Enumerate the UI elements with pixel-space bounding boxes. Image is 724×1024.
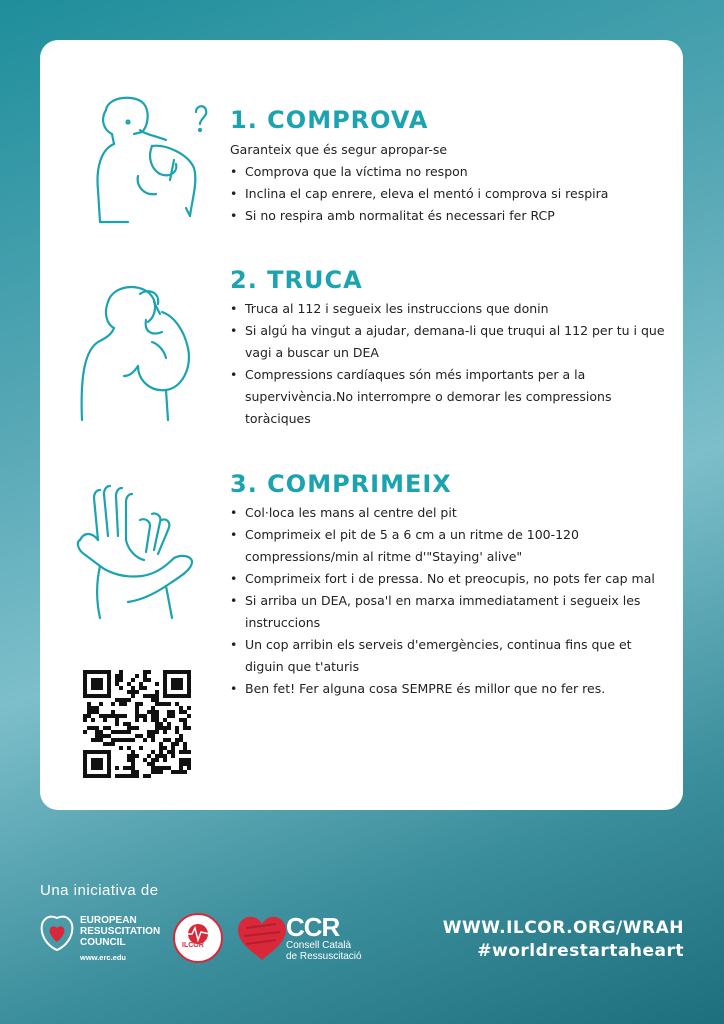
person-checking-victim-icon [78, 90, 208, 230]
hands-compression-icon [70, 480, 200, 620]
erc-url[interactable]: www.erc.edu [80, 953, 126, 962]
step-title: 2. TRUCA [230, 266, 363, 294]
ccr-abbr: CCR [286, 912, 340, 942]
step-title: 1. COMPROVA [230, 106, 429, 134]
step-bullets [230, 298, 670, 430]
erc-name [80, 915, 160, 948]
initiative-label: Una iniciativa de [40, 882, 159, 899]
erc-logo-icon[interactable] [38, 912, 76, 952]
list-item: • Truca al 112 i segueix les instruccions que donin [230, 298, 670, 320]
list-item: • Ben fet! Fer alguna cosa SEMPRE és millor que no fer res. [230, 678, 670, 700]
list-item: • Un cop arribin els serveis d'emergències, continua fins que et diguin que t'aturis [230, 634, 670, 678]
ccr-name-line: Consell Català [286, 940, 352, 951]
list-item: • Comprova que la víctima no respon [230, 161, 670, 183]
step-title: 3. COMPRIMEIX [230, 470, 452, 498]
ilcor-logo-icon[interactable] [172, 912, 224, 964]
person-calling-phone-icon [78, 272, 208, 422]
list-item: • Si arriba un DEA, posa'l en marxa immediatament i segueix les instruccions [230, 590, 670, 634]
ccr-name-line: de Ressuscitació [286, 951, 362, 962]
erc-name-line: EUROPEAN [80, 915, 137, 926]
list-item: • Col·loca les mans al centre del pit [230, 502, 670, 524]
list-item: • Comprimeix fort i de pressa. No et preocupis, no pots fer cap mal [230, 568, 670, 590]
erc-name-line: RESUSCITATION [80, 926, 161, 937]
step-comprimeix [230, 470, 670, 700]
hashtag: #worldrestartaheart [477, 941, 684, 961]
ccr-full-name [286, 940, 362, 962]
ccr-heart-icon[interactable] [236, 914, 288, 962]
list-item: • Inclina el cap enrere, eleva el mentó i comprova si respira [230, 183, 670, 205]
list-item: • Comprimeix el pit de 5 a 6 cm a un ritme de 100-120 compressions/min al ritme d'"Staying' alive" [230, 524, 670, 568]
qr-code-icon[interactable] [83, 670, 191, 778]
step-intro: Garanteix que és segur apropar-se [230, 142, 448, 157]
web-info [443, 917, 684, 963]
list-item: • Si algú ha vingut a ajudar, demana-li que truqui al 112 per tu i que vagi a buscar un DEA [230, 320, 670, 364]
erc-name-line: COUNCIL [80, 937, 126, 948]
list-item: • Si no respira amb normalitat és necessari fer RCP [230, 205, 670, 227]
list-item: • Compressions cardíaques són més importants per a la supervivència.No interrompre o demorar les compressions toràciques [230, 364, 670, 430]
step-truca [230, 266, 670, 430]
website-link[interactable]: WWW.ILCOR.ORG/WRAH [442, 918, 684, 938]
step-comprova [230, 106, 670, 227]
info-card [40, 40, 683, 810]
step-bullets [230, 161, 670, 227]
step-bullets [230, 502, 670, 700]
ilcor-name: ILCOR [182, 942, 204, 949]
